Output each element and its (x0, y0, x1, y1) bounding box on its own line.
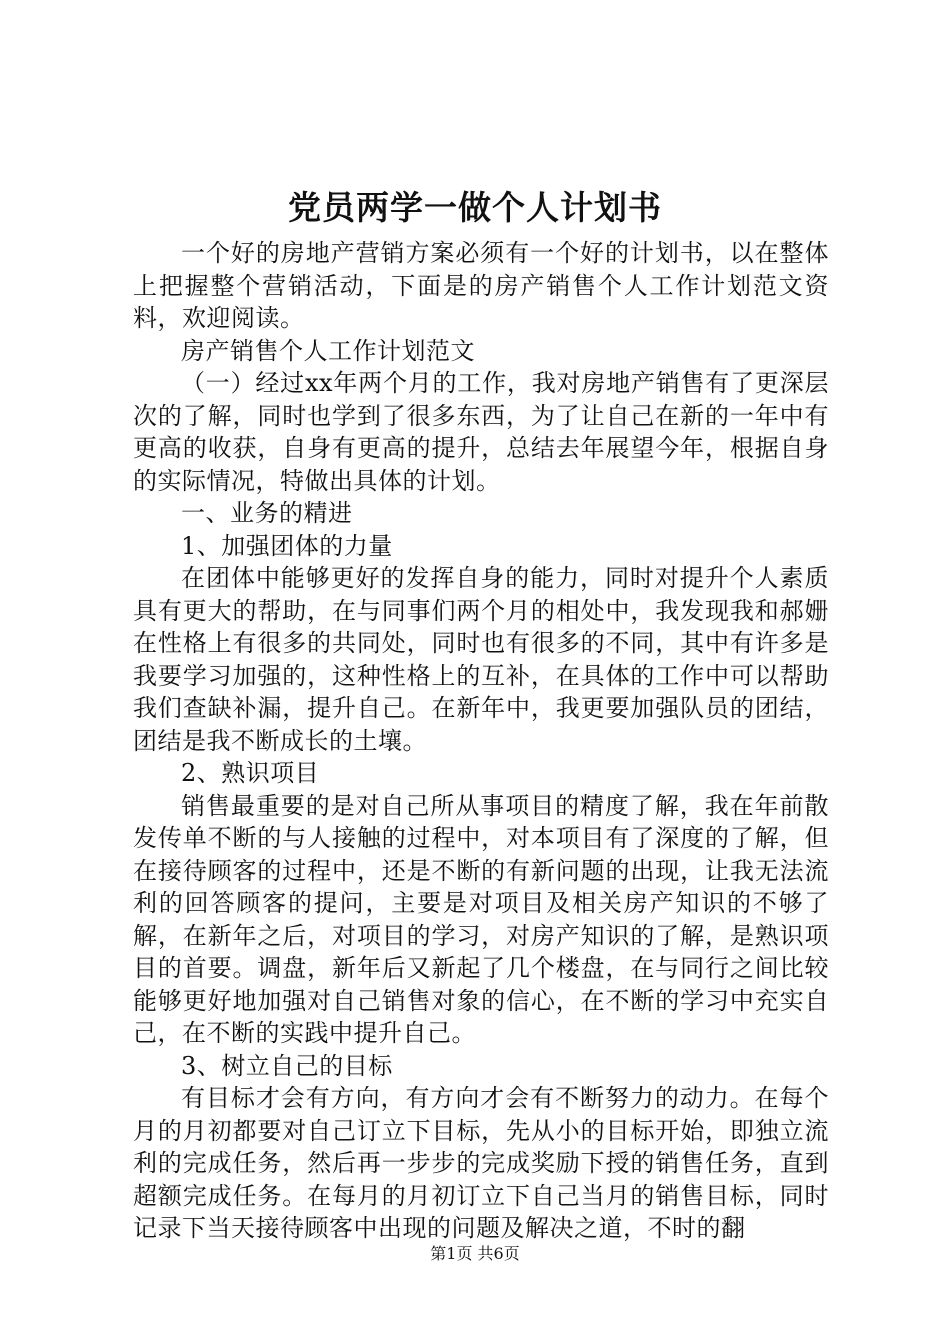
subheading-project: 2、熟识项目 (181, 759, 320, 787)
subheading-team: 1、加强团体的力量 (181, 531, 393, 560)
section-heading-business: 一、业务的精进 (181, 499, 353, 527)
page-number-footer: 第1页 共6页 (430, 1244, 520, 1263)
document-body (133, 237, 829, 1245)
document-title: 党员两学一做个人计划书 (288, 188, 662, 227)
paragraph-goals: 有目标才会有方向，有方向才会有不断努力的动力。在每个月的月初都要对自己订立下目标，先从小的目标开始，即独立流利的完成任务，然后再一步步的完成奖励下授的销售任务，直到超额完成任务。在每月的月初订立下自己当月的销售目标，同时记录下当天接待顾客中出现的问题及解决之道，不时的翻 (133, 1084, 829, 1242)
paragraph-intro: 一个好的房地产营销方案必须有一个好的计划书，以在整体上把握整个营销活动，下面是的房产销售个人工作计划范文资料，欢迎阅读。 (133, 239, 829, 332)
paragraph-subtitle: 房产销售个人工作计划范文 (181, 336, 475, 365)
paragraph-team: 在团体中能够更好的发挥自身的能力，同时对提升个人素质具有更大的帮助，在与同事们两个月的相处中，我发现我和郝姗在性格上有很多的共同处，同时也有很多的不同，其中有许多是我要学习加强的，这种性格上的互补，在具体的工作中可以帮助我们查缺补漏，提升自己。在新年中，我更要加强队员的团结，团结是我不断成长的土壤。 (133, 564, 829, 755)
paragraph-project: 销售最重要的是对自己所从事项目的精度了解，我在年前散发传单不断的与人接触的过程中，对本项目有了深度的了解，但在接待顾客的过程中，还是不断的有新问题的出现，让我无法流利的回答顾客的提问，主要是对项目及相关房产知识的不够了解，在新年之后，对项目的学习，对房产知识的了解，是熟识项目的首要。调盘，新年后又新起了几个楼盘，在与同行之间比较能够更好地加强对自己销售对象的信心，在不断的学习中充实自己，在不断的实践中提升自己。 (133, 791, 829, 1047)
subheading-goals: 3、树立自己的目标 (181, 1051, 393, 1080)
paragraph-overview: （一）经过xx年两个月的工作，我对房地产销售有了更深层次的了解，同时也学到了很多东西，为了让自己在新的一年中有更高的收获，自身有更高的提升，总结去年展望今年，根据自身的实际情况，特做出具体的计划。 (133, 369, 829, 495)
